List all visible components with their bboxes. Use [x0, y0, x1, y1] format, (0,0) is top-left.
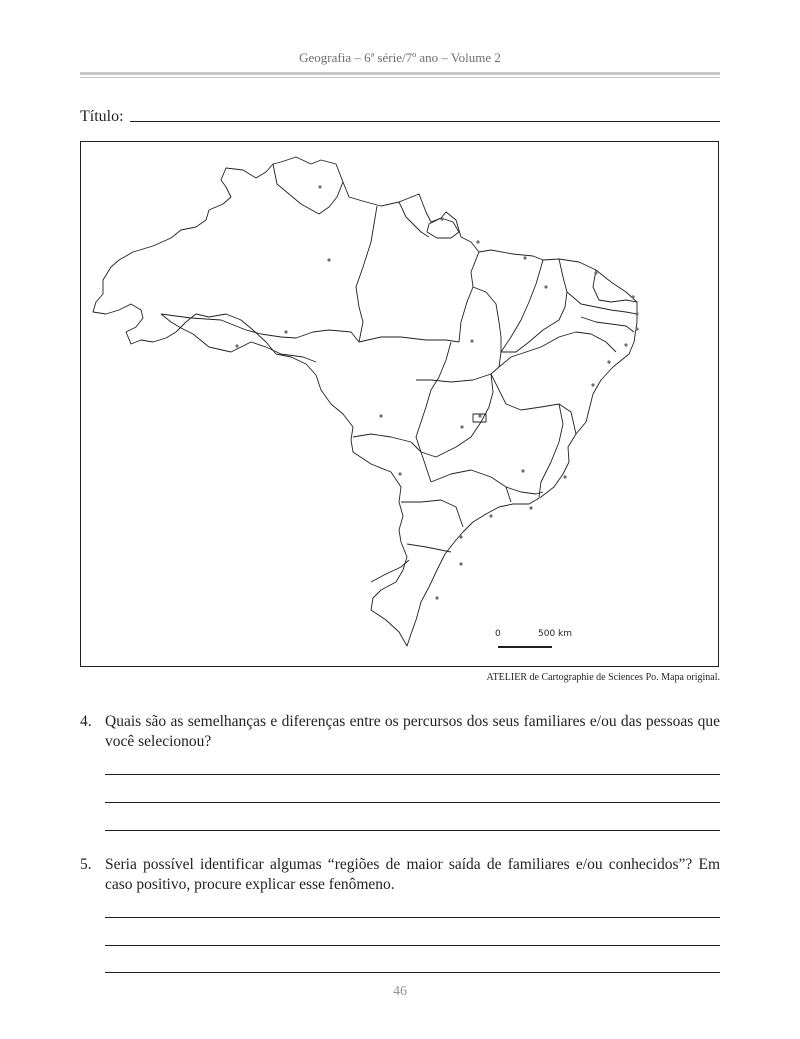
capital-dot [398, 472, 401, 475]
question-number: 5. [80, 856, 92, 873]
state-border-amazonas-para [356, 206, 377, 342]
capital-dot [529, 506, 532, 509]
capital-dot [318, 185, 321, 188]
state-border-rondonia [231, 342, 316, 362]
capital-dot [440, 217, 443, 220]
capital-dot [563, 475, 566, 478]
state-border-para-mt [359, 337, 459, 342]
header-rule-thick [80, 72, 720, 75]
title-label: Título: [80, 108, 124, 125]
header-rule-thin [80, 77, 720, 78]
state-border-rs [371, 560, 409, 582]
state-border-go-mg [421, 374, 493, 457]
capital-dot [478, 414, 481, 417]
capital-dot [624, 343, 627, 346]
map-scale-bar [495, 629, 592, 649]
scale-end-label: 500 km [538, 629, 573, 639]
state-border-pe-al [581, 317, 634, 332]
state-border-amazonas-south [161, 314, 359, 342]
answer-line[interactable] [105, 830, 720, 831]
capital-dot [635, 312, 638, 315]
state-border-roraima [273, 164, 343, 214]
capital-dot [591, 383, 594, 386]
state-border-ms [353, 434, 431, 482]
map-frame [80, 141, 719, 667]
question-4 [80, 712, 720, 756]
capital-dot [631, 295, 634, 298]
running-header: Geografia – 6ª série/7º ano – Volume 2 [299, 50, 501, 65]
question-number: 4. [80, 713, 92, 730]
capital-dot [521, 469, 524, 472]
state-border-mt-go [416, 342, 451, 452]
brazil-outline-map [81, 142, 718, 666]
capital-dot [459, 535, 462, 538]
state-border-pb-pe [567, 292, 637, 314]
state-border-ma-pi [501, 260, 543, 352]
state-border-rj [506, 487, 543, 494]
question-text: Quais são as semelhanças e diferenças entre os percursos dos seus familiares e/ou das pessoas que você selecionou? [105, 713, 720, 750]
state-border-mg-ba [491, 374, 576, 434]
capital-dot [523, 256, 526, 259]
state-border-to-ma [473, 287, 501, 367]
capital-dot [635, 327, 638, 330]
capital-dot [379, 414, 382, 417]
country-outline [93, 157, 637, 646]
capital-dot [235, 344, 238, 347]
answer-line[interactable] [105, 917, 720, 918]
answer-line[interactable] [105, 972, 720, 973]
question-5 [80, 855, 720, 899]
capital-dot [460, 425, 463, 428]
title-blank-line[interactable] [130, 121, 720, 122]
state-border-ba-north [499, 332, 616, 367]
capital-dot [594, 271, 597, 274]
capital-dot [489, 514, 492, 517]
state-border-pr [401, 500, 463, 527]
scale-start-label: 0 [495, 629, 501, 639]
state-border-go-to [416, 367, 499, 382]
capital-dot [459, 562, 462, 565]
capital-dot [544, 285, 547, 288]
state-border-para-to [459, 252, 479, 342]
state-border-sp [431, 470, 511, 502]
title-field[interactable] [80, 108, 720, 128]
answer-line[interactable] [105, 774, 720, 775]
map-credit: ATELIER de Cartographie de Sciences Po. Mapa original. [486, 672, 720, 683]
capital-dot [470, 339, 473, 342]
answer-line[interactable] [105, 945, 720, 946]
state-border-sc [407, 544, 451, 552]
capital-dot [607, 360, 610, 363]
capital-dot [327, 258, 330, 261]
state-border-mg-es [539, 404, 563, 497]
capital-dot [435, 596, 438, 599]
page-number: 46 [393, 984, 407, 999]
question-text: Seria possível identificar algumas “regiões de maior saída de familiares e/ou conhecidos”? Em caso positivo, procure explicar esse fenômeno. [105, 856, 720, 893]
capital-dot [476, 240, 479, 243]
capital-dot [284, 330, 287, 333]
marajo-island [427, 218, 459, 238]
answer-line[interactable] [105, 802, 720, 803]
state-border-ce-rn-pb [593, 270, 637, 302]
scale-bar-line [498, 646, 552, 648]
